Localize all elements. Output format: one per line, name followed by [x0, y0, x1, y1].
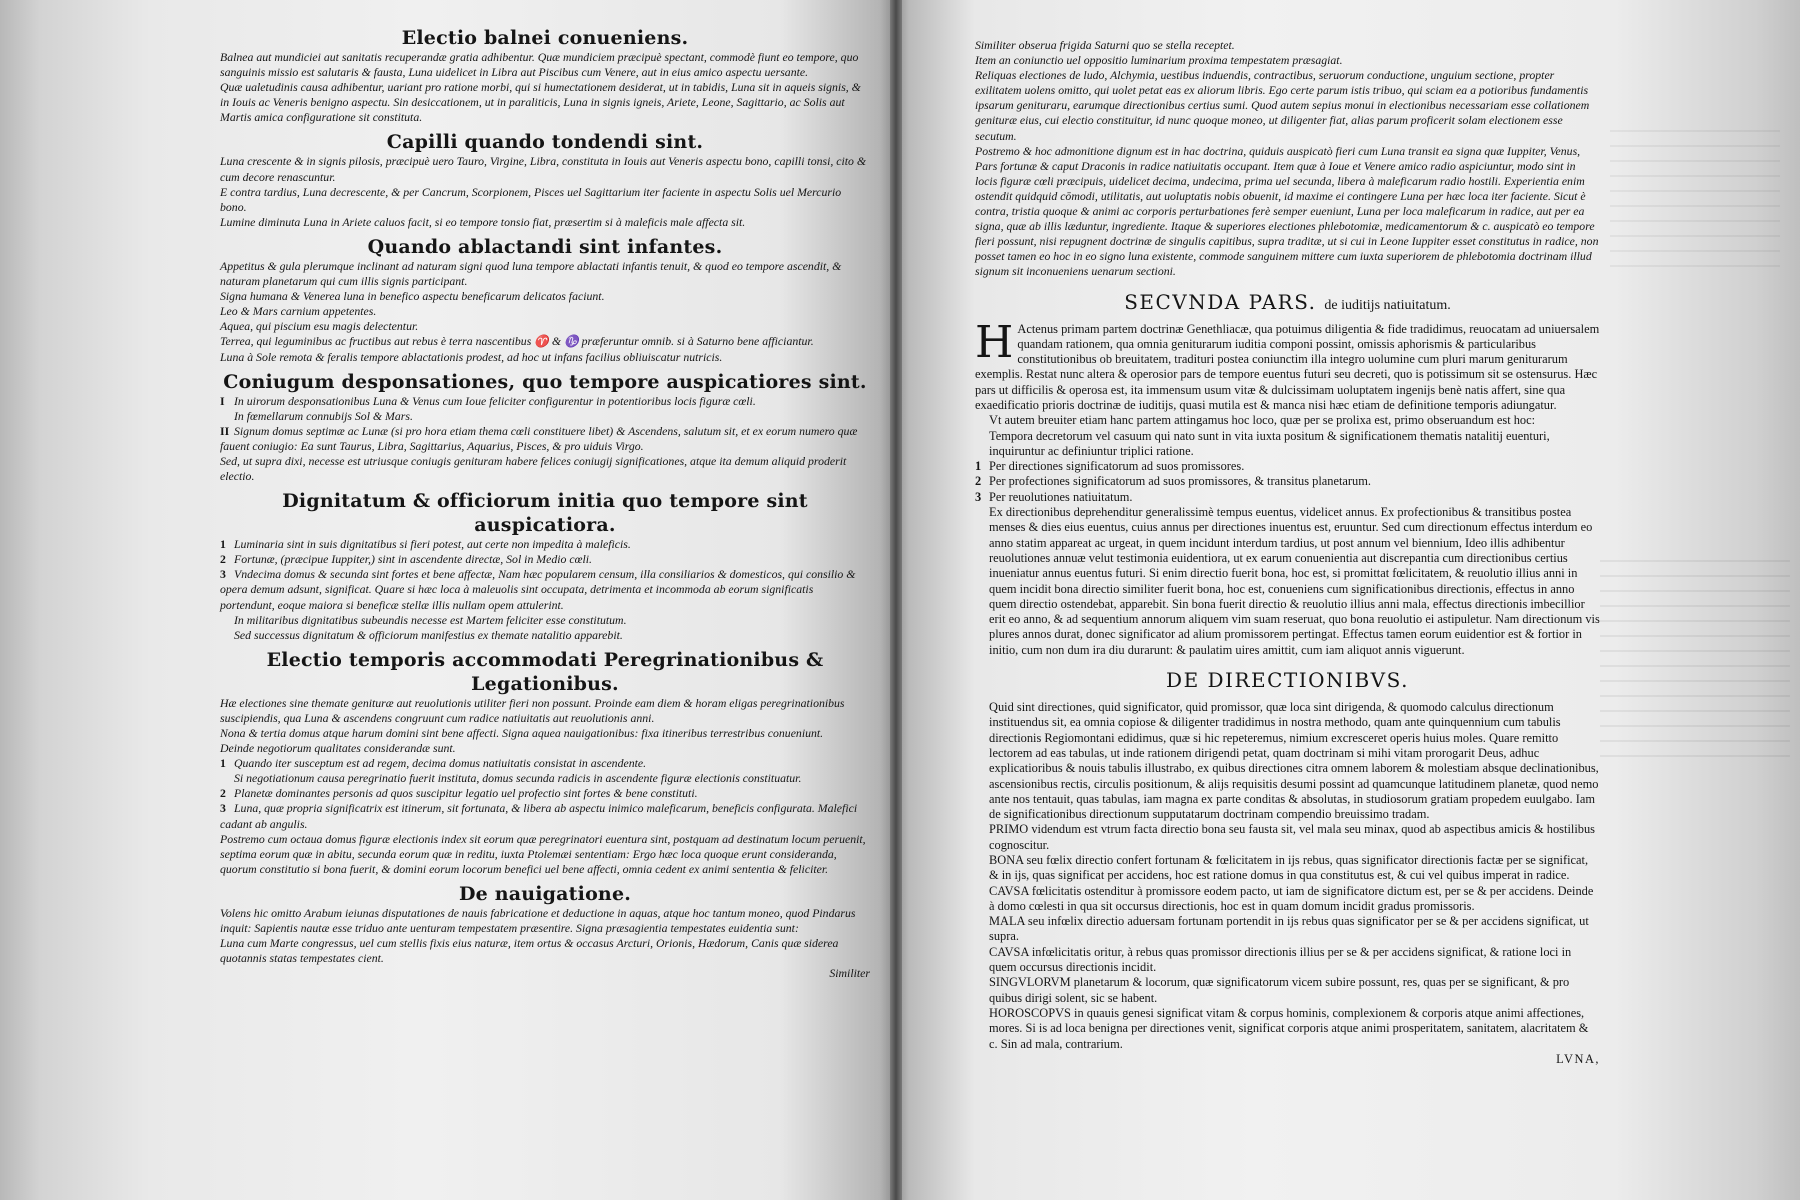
bleed-through-shadow	[1600, 560, 1790, 760]
list-item-text: Per profectiones significatorum ad suos promissores, & transitus planetarum.	[989, 474, 1371, 489]
paragraph: PRIMO videndum est vtrum facta directio bona seu fausta sit, vel mala seu minax, quod ab aspectibus amicis & hostilibus cognoscitur.	[989, 822, 1595, 852]
heading-dignitatum: Dignitatum & officiorum initia quo tempore sint auspicatiora.	[282, 490, 808, 537]
paragraph: CAVSA infœlicitatis oritur, à rebus quas promissor directionis illius per se & per accidens significat, & ratione loci in quem occursus directionis incidit.	[989, 944, 1572, 975]
left-text-column	[220, 26, 870, 981]
left-page	[0, 0, 895, 1200]
paragraph-text: Signum domus septimæ ac Lunæ (si pro hora etiam thema cœli constituere libet) & Ascendens, salutum sit, et ex eorum numero quæ fauent coniugio: Ea sunt Taurus, Libra, Sagittarius, Aquarius, Pisces, & pro uiduis Virgo.	[220, 423, 858, 453]
paragraph: Similiter obserua frigida Saturni quo se stella receptet.	[975, 38, 1235, 52]
numbered-paragraph	[220, 424, 870, 454]
paragraph: Deinde negotiorum qualitates considerandæ sunt.	[220, 741, 456, 756]
heading-peregrinationibus: Electio temporis accommodati Peregrinationibus & Legationibus.	[266, 648, 824, 695]
paragraph: Leo & Mars carnium appetentes.	[220, 304, 377, 319]
paragraph: Balnea aut mundiciei aut sanitatis recuperandæ gratia adhibentur. Quæ mundiciem præcipuè spectant, commodè fiunt eo tempore, quo sanguinis missio est salutaris & fausta, Luna uidelicet in Libra aut Piscibus cum Venere, aut in eius amico aspectu uersante.	[220, 50, 859, 80]
item-number: 3	[975, 489, 982, 504]
paragraph: Terrea, qui leguminibus ac fructibus aut rebus è terra nascentibus ♈ & ♑ præferuntur omnib. si à Saturno bene afficiantur.	[220, 334, 814, 349]
paragraph: Luna cum Marte congressus, uel cum stellis fixis eius naturæ, item ortus & occasus Arcturi, Orionis, Hædorum, Canis quæ siderea quotannis statas tempestates cient.	[220, 936, 839, 966]
directions-heading: DE DIRECTIONIBVS.	[1166, 668, 1409, 693]
list-item	[975, 474, 1600, 489]
paragraph: Sed, ut supra dixi, necesse est utriusque coniugis genituram habere felices coniugij significationes, atque ita demum aliquid proderit electio.	[220, 453, 847, 484]
heading-nauigatione: De nauigatione.	[458, 882, 632, 905]
numbered-paragraph	[220, 552, 870, 567]
item-number: 1	[220, 537, 226, 552]
paragraph: HOROSCOPVS in quauis genesi significat vitam & corpus hominis, complexionem & corporis atque animi affectiones, mores. Si is ad loca benigna per directiones venit, significat corporis atque animi prosperitatem, sanitatem, alacritatem & c. Sin ad mala, contrarium.	[989, 1005, 1589, 1051]
paragraph: BONA seu fœlix directio confert fortunam & fœlicitatem in ijs rebus, quas significator directionis factæ per se significat, & in ijs, quas significat per accidens, hoc est ratione domus in qua constitutus est, & cui vel quibus imperat in radice.	[989, 853, 1589, 883]
numbered-paragraph	[220, 786, 870, 801]
heading-coniugum: Coniugum desponsationes, quo tempore auspicatiores sint.	[223, 370, 867, 393]
paragraph-text: Planetæ dominantes personis ad quos suscipitur legatio uel profectio sint fortes & bene constituti.	[234, 786, 698, 801]
item-number: 1	[975, 459, 982, 474]
paragraph-text: Fortunæ, (præcipue Iuppiter,) sint in ascendente directæ, Sol in Medio cœli.	[234, 552, 593, 567]
paragraph: Vt autem breuiter etiam hanc partem attingamus hoc loco, quæ per se prolixa est, primo obseruandum est hoc:	[989, 413, 1536, 428]
paragraph: Quid sint directiones, quid significator, quid promissor, quæ loca sint dirigenda, & quomodo calculus directionum instituendus sit, ea omnia copiose & diligenter tradidimus in nostra methodo, quam ante quinquennium cum tabulis directionis Regiomontani edidimus, quæ si hic repeteremus, nimium excresceret operis huius moles. Quare remitto lectorem ad eas tabulas, ut inde rationem dirigendi petat, quam doctrinam si mihi vitam prorogarit Deus, adhuc explicatioribus & nouis tabulis illustrabo, ex quibus directiones citra omnem laborem & molestiam absque declinationibus, ascensionibus rectis, circulis positionum, & alijs requisitis desumi possint ad quamcunque latitudinem planetæ, quod nemo ante nos tentauit, quas tabulas, iam magna ex parte conditas & absolutas, in studiosorum gratiam propedem euulgabo. Iam de significationibus directionum supputatarum doctrinam compendio breuissimo tradam.	[989, 700, 1599, 822]
paragraph: Hæ electiones sine themate genituræ aut reuolutionis utiliter fieri non possunt. Proinde eam diem & horam eligas peregrinationibus suscipiendis, qua Luna & ascendens congruunt cum radice natiuitatis aut reuolutionis anni.	[220, 695, 845, 725]
item-number: I	[220, 393, 225, 408]
item-number: 2	[220, 786, 226, 801]
paragraph-text: Luna, quæ propria significatrix est itinerum, sit fortunata, & libera ab aspectu inimico maleficarum, beneficis configurata. Malefici cadant ab angulis.	[220, 801, 858, 831]
bleed-through-shadow	[1610, 130, 1780, 280]
paragraph: Postremo & hoc admonitione dignum est in hac doctrina, quiduis auspicatò fieri cum Luna transit ea signa quæ Iuppiter, Venus, Pars fortunæ & caput Draconis in radice natiuitatis occupant. Item quæ à Ioue et Venere amico radio aspiciuntur, modo sint in locis figuræ cœli præcipuis, uidelicet decima, undecima, prima uel secunda, libera à maleficarum radio hostili. Experientia enim ostendit quidquid cōmodi, utilitatis, aut uoluptatis nobis obuenit, id maxime ei contingere Luna per hæc loca iter faciente. Sicut è contra, tristia quoque & animi ac corporis perturbationes ferè semper eueniunt, Luna per loca maleficarum in radice, aut per ea signa, quæ ab illis læduntur, ingrediente. Itaque & superiores electiones phlebotomiæ, medicamentorum & c. auspicatò eo tempore fieri possunt, nisi repugnent doctrinæ de singulis capitibus, supra traditæ, ut si cui in Leone Iuppiter esset constitutus in radice, non posset tamen eo hoc in eo signo luna existente, commode sanguinem mittere cum iuxta superiorem de phlebotomia doctrinam illud signum sit inconueniens uenarum sectioni.	[975, 143, 1599, 279]
item-number: 3	[220, 801, 226, 816]
paragraph: Item an coniunctio uel oppositio luminarium proxima tempestatem præsagiat.	[975, 53, 1343, 68]
paragraph: Ex directionibus deprehenditur generalissimè tempus euentus, videlicet annus. Ex profectionibus & transitibus postea menses & dies eius euentus, cuius annus per directiones inuentus est, eruuntur. Sed cum directionum effectus interdum eo anno statim appareat ac urgeat, in quem incidunt interdum tardius, ut post annum vel biennium, Ideo illis adhibentur reuolutiones annuæ velut testimonia euidentiora, ut ex earum conuenientia aut discrepantia cum directionibus certius inueniatur annus euentus futuri. Si enim directio fuerit bona, hoc est, si promittat fœlicitatem, & reuolutio illius anni in quem incidit bona directio similiter fuerit bona, hoc est, conueniens cum significationibus directionis, effectus in anno quem directio ostendebat, apparebit. Sin bona fuerit directio & reuolutio illius anni mala, effectus directionis imbecillior erit eo anno, & ad sequentium annorum aliquem vim suam reseruat, quo bona reuolutio ei astipuletur. Nam directionum vis plures annos durat, donec significator ad alium promissorem pertingat. Effectus tamen eorum euidentior est & fortior in initio, cum non dum ira diu durarunt: & paulatim uires amittit, cum iam aliquot annis viguerunt.	[989, 505, 1600, 657]
paragraph: MALA seu infœlix directio aduersam fortunam portendit in ijs rebus quas significator per se & per accidens significat, ut supra.	[989, 914, 1589, 944]
heading-electio-balnei: Electio balnei conueniens.	[401, 27, 689, 49]
paragraph: Aquea, qui piscium esu magis delectentur.	[220, 319, 419, 334]
paragraph-text: Quando iter susceptum est ad regem, decima domus natiuitatis consistat in ascendente.	[234, 756, 647, 771]
item-number: II	[220, 423, 230, 438]
paragraph: Signa humana & Venerea luna in benefico aspectu beneficarum delicatos faciunt.	[220, 289, 605, 304]
list-item-text: Per reuolutiones natiuitatum.	[989, 489, 1133, 504]
paragraph: Postremo cum octaua domus figuræ electionis index sit eorum quæ peregrinatori euentura sint, postquam ad destinatum locum peruenit, septima eorum quæ in abitu, secunda eorum quæ in reditu, iuxta Ptolemæi sententiam: Ergo hæc loca quoque erunt consideranda, quorum constitutio si bona fuerit, & domini eorum locorum benefici uel bene affecti, omnia cedent ex animi sententia & feliciter.	[220, 831, 866, 876]
paragraph-text: Vndecima domus & secunda sint fortes et bene affectæ, Nam hæc popularem censum, illa consiliarios & domesticos, qui consilio & opera demum adsunt, significat. Quare si hæc loca à maleuolis sint occupata, detrimenta et incommoda ab eorum significatis portendunt, eoque maiora si beneficæ stellæ illis nullam opem attulerint.	[220, 567, 856, 612]
item-number: 2	[975, 474, 982, 489]
heading-ablactandi: Quando ablactandi sint infantes.	[367, 235, 723, 258]
paragraph: CAVSA fœlicitatis ostenditur à promissore eodem pacto, ut iam de significatore dictum est, per se & per accidens. Deinde à domo cœlesti in qua sit occursus directionis, hoc est in quam domum incidit gradus promissoris.	[989, 883, 1594, 913]
paragraph: In militaribus dignitatibus subeundis necesse est Martem feliciter esse constitutum.	[234, 612, 627, 627]
catchword: Similiter	[829, 966, 870, 981]
right-text-column	[975, 38, 1600, 1067]
numbered-paragraph	[220, 537, 870, 552]
paragraph: Luna à Sole remota & feralis tempore ablactationis prodest, ad hoc ut infans facilius obliuiscatur nutricis.	[220, 349, 723, 364]
numbered-paragraph	[220, 756, 870, 771]
paragraph: Appetitus & gula plerumque inclinant ad naturam signi quod luna tempore ablactati infantis tenuit, & quod eo tempore ascendit, & naturam planetarum qui cum illis signis participant.	[220, 258, 842, 289]
numbered-paragraph	[220, 801, 870, 831]
list-item	[975, 490, 1600, 505]
part-title: SECVNDA PARS.	[1124, 289, 1317, 314]
paragraph: E contra tardius, Luna decrescente, & per Cancrum, Scorpionem, Pisces uel Sagittarium iter faciente in aspectu Solis uel Mercurio bono.	[220, 184, 842, 214]
paragraph: Sed successus dignitatum & officiorum manifestius ex themate natalitio apparebit.	[234, 627, 623, 642]
paragraph: Luna crescente & in signis pilosis, præcipuè uero Tauro, Virgine, Libra, constituta in Iouis aut Veneris aspectu bono, capilli tonsi, cito & cum decore renascuntur.	[220, 154, 867, 184]
part-subtitle: de iuditijs natiuitatum.	[1324, 297, 1451, 313]
paragraph: Si negotiationum causa peregrinatio fuerit instituta, domus secunda radicis in ascendente figuræ electionis constituatur.	[234, 771, 802, 786]
paragraph-text: In uirorum desponsationibus Luna & Venus cum Ioue feliciter configurentur in potentioribus locis figuræ cœli.	[234, 393, 756, 408]
paragraph	[975, 316, 1600, 414]
catchword: LVNA,	[1556, 1051, 1600, 1066]
list-item	[975, 459, 1600, 474]
item-number: 1	[220, 756, 226, 771]
numbered-paragraph	[220, 394, 870, 409]
paragraph: In fœmellarum connubijs Sol & Mars.	[234, 408, 413, 423]
heading-capilli: Capilli quando tondendi sint.	[386, 131, 704, 154]
paragraph: Tempora decretorum vel casuum qui nato sunt in vita iuxta positum & significationem thematis natalitij euenturi, inquiruntur ac definiuntur triplici ratione.	[989, 428, 1550, 458]
part-heading	[975, 290, 1600, 314]
numbered-paragraph	[220, 567, 870, 612]
paragraph: Reliquas electiones de ludo, Alchymia, uestibus induendis, contractibus, seruorum conductione, unguium sectione, propter exilitatem uolens omitto, qui uolet petat eas ex aliorum libris. Ego certe parum istis tribuo, qui sciam ea a potioribus fundamentis ipsarum genituraru, earumque directionibus certius sumi. Quod autem sepius monui in electionibus necessariam esse collationem genituræ eius, cui electio constituitur, id nunc quoque moneo, ut diligenter fiat, alias parum proficerit solam electionem esse secutum.	[975, 68, 1590, 143]
drop-cap: H	[975, 316, 1014, 368]
paragraph-text: Luminaria sint in suis dignitatibus si fieri potest, aut certe non impedita à maleficis.	[234, 537, 631, 552]
item-number: 3	[220, 567, 226, 582]
paragraph: Volens hic omitto Arabum ieiunas disputationes de nauis fabricatione et deductione in aquas, atque hoc tantum moneo, quod Pindarus inquit: Sapientis nautæ esse triduo ante uenturam tempestatem præsentire. Signa præsagientia tempestates euidentia sunt:	[220, 905, 856, 936]
item-number: 2	[220, 552, 226, 567]
paragraph: Nona & tertia domus atque harum domini sint bene affecti. Signa aquea nauigationibus: fixa itineribus terrestribus conueniunt.	[220, 726, 824, 740]
paragraph: Lumine diminuta Luna in Ariete caluos facit, si eo tempore tonsio fiat, præsertim si à maleficis male affecta sit.	[220, 214, 746, 229]
list-item-text: Per directiones significatorum ad suos promissores.	[989, 459, 1245, 474]
paragraph: SINGVLORVM planetarum & locorum, quæ significatorum vicem subire possunt, res, quas per se significant, & pro quibus dirigi solent, sic se habent.	[989, 975, 1570, 1005]
paragraph: Quæ ualetudinis causa adhibentur, uariant pro ratione morbi, qui si humectationem desiderat, ut in tabidis, Luna sit in aqueis signis, & in Iouis ac Veneris benigno aspectu. Sin desiccationem, ut in paraliticis, Luna in signis igneis, Ariete, Leone, Sagittario, ac Solis aut Martis amica configuratione sit constituta.	[220, 80, 861, 125]
paragraph-text: Actenus primam partem doctrinæ Genethliacæ, qua potuimus diligentia & fide tradidimus, reuocatam ad uniuersalem quandam rationem, qua omnia geniturarum iuditia componi possint, omissis aphorismis & particularibus constitutionibus ob breuitatem, tradituri postea coniunctim illa integro uolumine cum pluri marum geniturarum exemplis. Restat nunc altera & operosior pars de tempore euentus futuri seu decreti, quo is potissimum sit se ostensurus. Hæc pars ut difficilis & operosa est, ita immensum usum vitæ & dulcissimam uoluptatem ingenijs benè natis affert, sine qua exaedificatio prioris doctrinæ de iuditijs, quasi mutila est & manca nisi hæc etiam de definitione temporis adiungatur.	[975, 321, 1600, 412]
book-gutter	[890, 0, 902, 1200]
